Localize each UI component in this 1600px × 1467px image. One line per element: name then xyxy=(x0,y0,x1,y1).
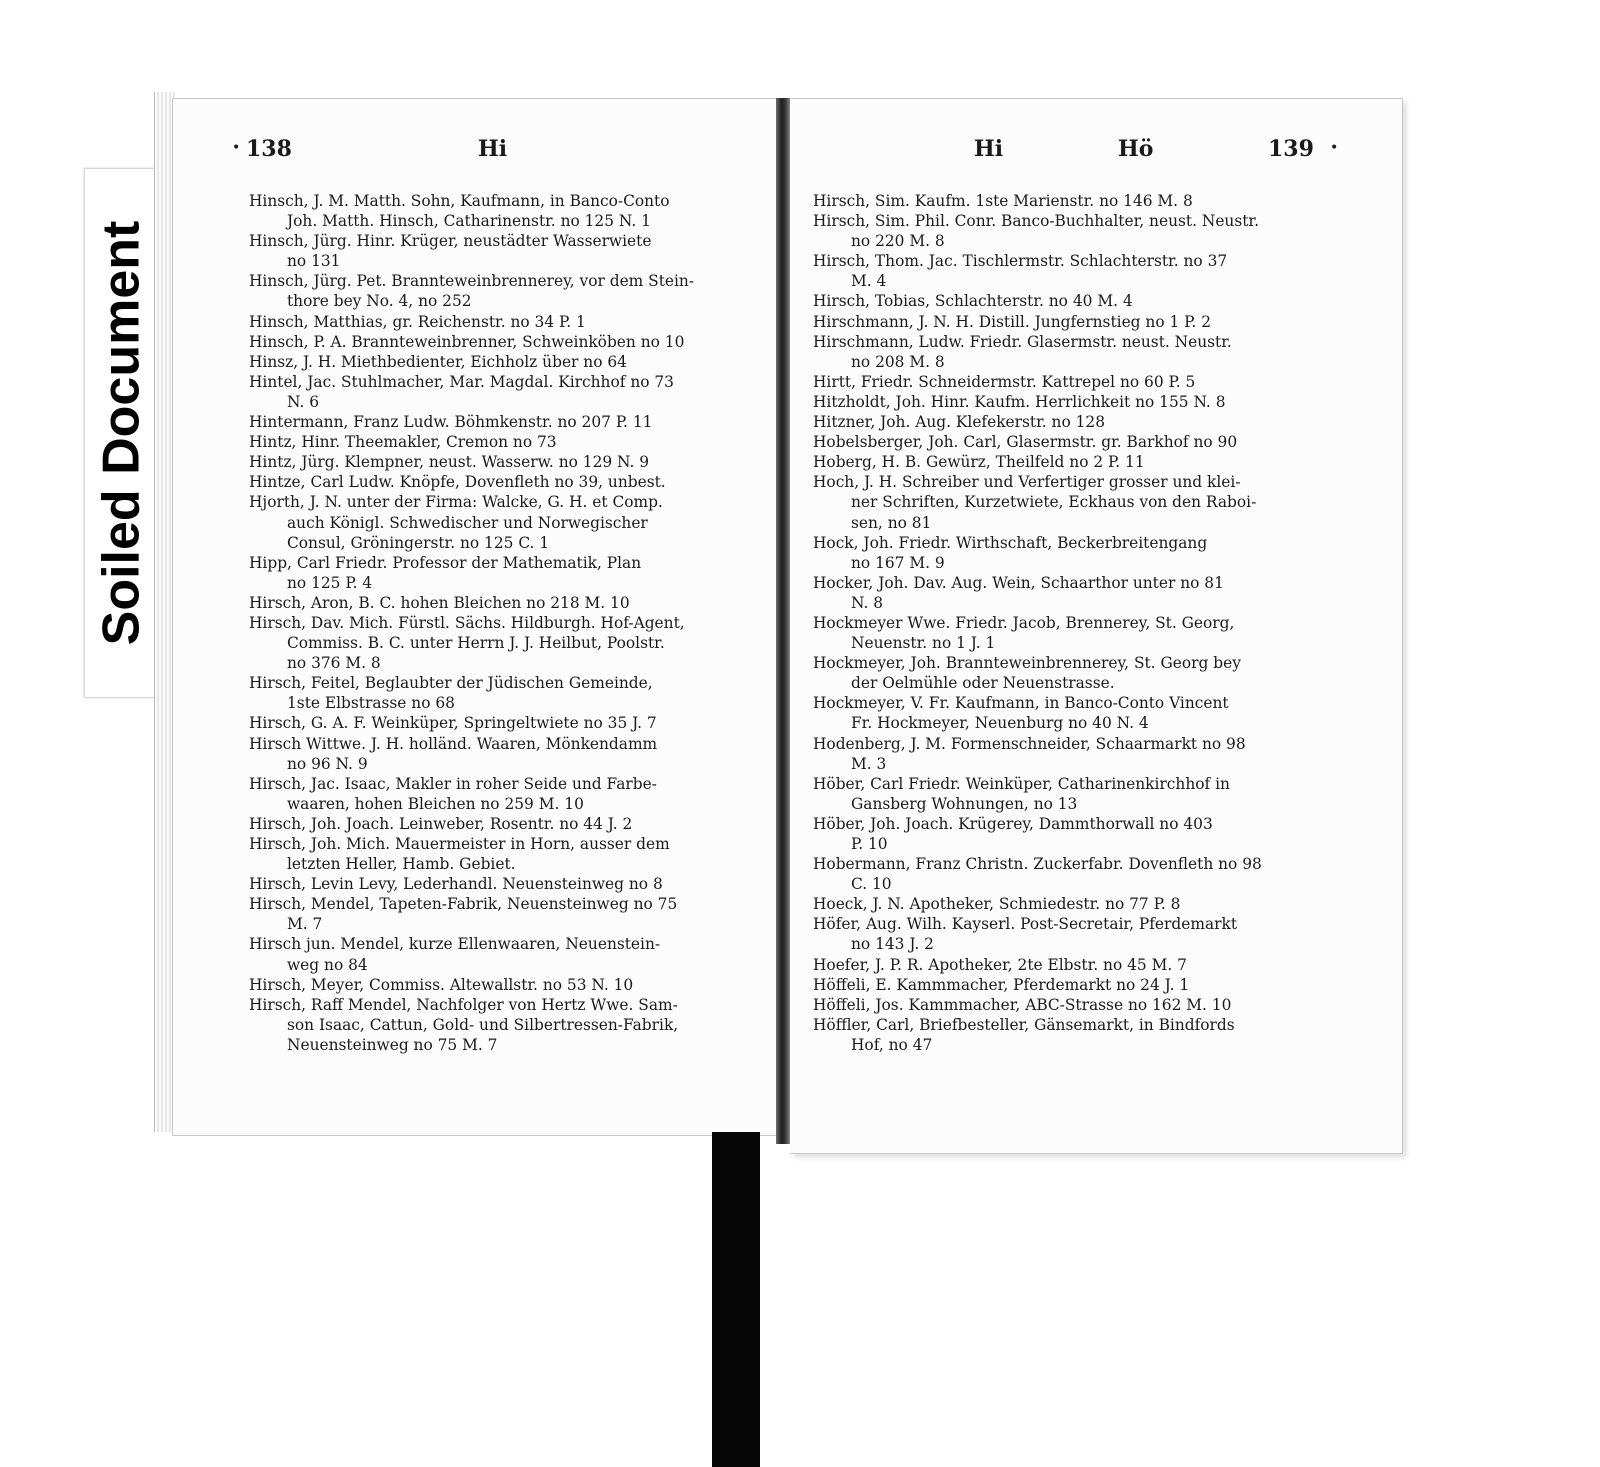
directory-entry-line: Höffler, Carl, Briefbesteller, Gänsemarkt, in Bindfords xyxy=(813,1015,1235,1034)
directory-entry-line: Hirsch, Tobias, Schlachterstr. no 40 M. 4 xyxy=(813,292,1133,311)
entry-continuation-line: son Isaac, Cattun, Gold- und Silbertressen-Fabrik, xyxy=(287,1015,679,1034)
directory-entry-line: Hinsch, Jürg. Hinr. Krüger, neustädter Wasserwiete xyxy=(249,232,652,251)
directory-entry-line: Hirsch, Sim. Kaufm. 1ste Marienstr. no 146 M. 8 xyxy=(813,192,1193,210)
directory-entry-line: Höfer, Aug. Wilh. Kayserl. Post-Secretair, Pferdemarkt xyxy=(813,915,1237,934)
entry-continuation-line: N. 6 xyxy=(287,392,320,411)
entry-continuation-line: waaren, hohen Bleichen no 259 M. 10 xyxy=(287,794,584,813)
label-text: Soiled Document xyxy=(92,220,150,646)
entry-continuation-line: der Oelmühle oder Neuenstrasse. xyxy=(851,674,1115,693)
entry-continuation-line: Neuensteinweg no 75 M. 7 xyxy=(287,1035,498,1054)
directory-entry-line: Hockmeyer, Joh. Brannteweinbrennerey, St. Georg bey xyxy=(813,654,1241,673)
right-page-number: 139 xyxy=(1268,136,1314,162)
entry-continuation-line: Commiss. B. C. unter Herrn J. J. Heilbut, Poolstr. xyxy=(287,634,665,653)
entry-continuation-line: auch Königl. Schwedischer und Norwegischer xyxy=(287,513,648,532)
directory-entry-line: Hoeck, J. N. Apotheker, Schmiedestr. no 77 P. 8 xyxy=(813,895,1181,914)
entry-continuation-line: no 208 M. 8 xyxy=(851,352,945,371)
left-page-heading: Hi xyxy=(478,136,508,162)
entry-continuation-line: C. 10 xyxy=(851,875,892,894)
directory-entry-line: Höffeli, E. Kammmacher, Pferdemarkt no 24 J. 1 xyxy=(813,975,1190,994)
entry-continuation-line: Neuenstr. no 1 J. 1 xyxy=(851,634,996,653)
right-page-heading-left: Hi xyxy=(974,136,1004,162)
entry-continuation-line: no 220 M. 8 xyxy=(851,232,945,251)
directory-entry-line: Hobelsberger, Joh. Carl, Glasermstr. gr. Barkhof no 90 xyxy=(813,433,1238,452)
directory-entry-line: Hirsch, Joh. Mich. Mauermeister in Horn, ausser dem xyxy=(249,835,670,853)
directory-entry-line: Hitzner, Joh. Aug. Klefekerstr. no 128 xyxy=(813,413,1106,432)
entry-continuation-line: N. 8 xyxy=(851,593,884,612)
directory-entry-line: Hirsch, Joh. Joach. Leinweber, Rosentr. no 44 J. 2 xyxy=(249,814,633,833)
directory-entry-line: Hipp, Carl Friedr. Professor der Mathematik, Plan xyxy=(249,553,642,572)
entry-continuation-line: Hof, no 47 xyxy=(851,1035,933,1054)
entry-continuation-line: letzten Heller, Hamb. Gebiet. xyxy=(287,855,516,874)
directory-entry-line: Hoch, J. H. Schreiber und Verfertiger grosser und klei- xyxy=(813,473,1241,492)
directory-entry-line: Hirsch, Dav. Mich. Fürstl. Sächs. Hildburgh. Hof-Agent, xyxy=(249,613,685,632)
entry-continuation-line: Gansberg Wohnungen, no 13 xyxy=(851,794,1078,813)
directory-entry-line: Höffeli, Jos. Kammmacher, ABC-Strasse no 162 M. 10 xyxy=(813,995,1232,1014)
entry-continuation-line: no 167 M. 9 xyxy=(851,553,945,572)
left-page-number: 138 xyxy=(246,136,292,162)
directory-entry-line: Hirsch, Mendel, Tapeten-Fabrik, Neuensteinweg no 75 xyxy=(249,895,678,914)
right-page-heading-right: Hö xyxy=(1118,136,1154,162)
entry-continuation-line: Joh. Matth. Hinsch, Catharinenstr. no 125 N. 1 xyxy=(287,212,651,231)
directory-entry-line: Hock, Joh. Friedr. Wirthschaft, Beckerbreitengang xyxy=(813,533,1208,552)
directory-entry-line: Hintermann, Franz Ludw. Böhmkenstr. no 207 P. 11 xyxy=(249,413,653,432)
directory-entry-line: Hirsch, Aron, B. C. hohen Bleichen no 218 M. 10 xyxy=(249,593,630,612)
directory-entry-line: Hirsch, Meyer, Commiss. Altewallstr. no 53 N. 10 xyxy=(249,975,634,994)
directory-entry-line: Hirsch, Raff Mendel, Nachfolger von Hertz Wwe. Sam- xyxy=(249,995,678,1014)
directory-entry-line: Hockmeyer Wwe. Friedr. Jacob, Brennerey, St. Georg, xyxy=(813,613,1235,632)
entry-continuation-line: P. 10 xyxy=(851,835,888,853)
directory-entry-line: Hodenberg, J. M. Formenschneider, Schaarmarkt no 98 xyxy=(813,734,1246,753)
directory-entry-line: Hirsch, Levin Levy, Lederhandl. Neuensteinweg no 8 xyxy=(249,875,663,894)
directory-entry-line: Hintz, Jürg. Klempner, neust. Wasserw. no 129 N. 9 xyxy=(249,453,650,472)
directory-entry-line: Hirsch jun. Mendel, kurze Ellenwaaren, Neuenstein- xyxy=(249,935,661,954)
directory-entry-line: Hockmeyer, V. Fr. Kaufmann, in Banco-Conto Vincent xyxy=(813,694,1229,713)
directory-entry-line: Hinsch, Matthias, gr. Reichenstr. no 34 P. 1 xyxy=(249,312,586,331)
entry-continuation-line: sen, no 81 xyxy=(851,513,932,532)
directory-entry-line: Hinsch, P. A. Brannteweinbrenner, Schweinköben no 10 xyxy=(249,332,685,351)
directory-entry-line: Hitzholdt, Joh. Hinr. Kaufm. Herrlichkeit no 155 N. 8 xyxy=(813,392,1226,411)
entry-continuation-line: Consul, Gröningerstr. no 125 C. 1 xyxy=(287,533,550,552)
entry-continuation-line: M. 4 xyxy=(851,272,887,291)
entry-continuation-line: M. 3 xyxy=(851,754,887,773)
entry-continuation-line: Fr. Hockmeyer, Neuenburg no 40 N. 4 xyxy=(851,714,1149,733)
directory-entry-line: Hirsch Wittwe. J. H. holländ. Waaren, Mönkendamm xyxy=(249,734,658,753)
entry-continuation-line: no 125 P. 4 xyxy=(287,573,373,592)
directory-entry-line: Hobermann, Franz Christn. Zuckerfabr. Dovenfleth no 98 xyxy=(813,855,1262,874)
directory-entry-line: Hintze, Carl Ludw. Knöpfe, Dovenfleth no 39, unbest. xyxy=(249,473,666,492)
right-page-entries xyxy=(813,191,1313,1055)
directory-entry-line: Hoberg, H. B. Gewürz, Theilfeld no 2 P. 11 xyxy=(813,453,1145,472)
book-gutter xyxy=(776,98,790,1144)
entry-continuation-line: M. 7 xyxy=(287,915,323,934)
directory-entry-line: Hirsch, Jac. Isaac, Makler in roher Seide und Farbe- xyxy=(249,774,657,793)
directory-entry-line: Hirsch, G. A. F. Weinküper, Springeltwiete no 35 J. 7 xyxy=(249,714,657,733)
entry-continuation-line: thore bey No. 4, no 252 xyxy=(287,292,472,311)
directory-entry-line: Hinsch, Jürg. Pet. Brannteweinbrennerey, vor dem Stein- xyxy=(249,272,695,291)
entry-continuation-line: no 131 xyxy=(287,252,341,271)
entry-continuation-line: ner Schriften, Kurzetwiete, Eckhaus von den Raboi- xyxy=(851,493,1257,512)
directory-entry-line: Hintel, Jac. Stuhlmacher, Mar. Magdal. Kirchhof no 73 xyxy=(249,372,674,391)
entry-continuation-line: 1ste Elbstrasse no 68 xyxy=(287,694,455,713)
left-page-entries xyxy=(249,191,749,1055)
entry-continuation-line: weg no 84 xyxy=(287,955,368,974)
directory-entry-line: Hirschmann, J. N. H. Distill. Jungfernstieg no 1 P. 2 xyxy=(813,312,1211,331)
soiled-document-label xyxy=(84,168,158,698)
entry-continuation-line: no 96 N. 9 xyxy=(287,754,368,773)
directory-entry-line: Hocker, Joh. Dav. Aug. Wein, Schaarthor unter no 81 xyxy=(813,573,1224,592)
directory-entry-line: Hjorth, J. N. unter der Firma: Walcke, G. H. et Comp. xyxy=(249,493,663,512)
directory-entry-line: Hintz, Hinr. Theemakler, Cremon no 73 xyxy=(249,433,557,452)
directory-entry-line: Hirsch, Sim. Phil. Conr. Banco-Buchhalter, neust. Neustr. xyxy=(813,212,1259,231)
directory-entry-line: Höber, Carl Friedr. Weinküper, Catharinenkirchhof in xyxy=(813,774,1230,793)
directory-entry-line: Hirtt, Friedr. Schneidermstr. Kattrepel no 60 P. 5 xyxy=(813,372,1196,391)
page-mark-dot: • xyxy=(232,140,241,156)
page-mark-dot-right: • xyxy=(1330,140,1339,156)
directory-entry-line: Hoefer, J. P. R. Apotheker, 2te Elbstr. no 45 M. 7 xyxy=(813,955,1187,974)
directory-entry-line: Hirschmann, Ludw. Friedr. Glasermstr. neust. Neustr. xyxy=(813,332,1232,351)
directory-entry-line: Hinsch, J. M. Matth. Sohn, Kaufmann, in Banco-Conto xyxy=(249,192,670,210)
gutter-shadow xyxy=(712,1132,760,1467)
entry-continuation-line: no 376 M. 8 xyxy=(287,654,381,673)
entry-continuation-line: no 143 J. 2 xyxy=(851,935,934,954)
directory-entry-line: Hinsz, J. H. Miethbedienter, Eichholz über no 64 xyxy=(249,352,627,371)
directory-entry-line: Hirsch, Feitel, Beglaubter der Jüdischen Gemeinde, xyxy=(249,674,653,693)
directory-entry-line: Hirsch, Thom. Jac. Tischlermstr. Schlachterstr. no 37 xyxy=(813,252,1228,271)
directory-entry-line: Höber, Joh. Joach. Krügerey, Dammthorwall no 403 xyxy=(813,814,1213,833)
